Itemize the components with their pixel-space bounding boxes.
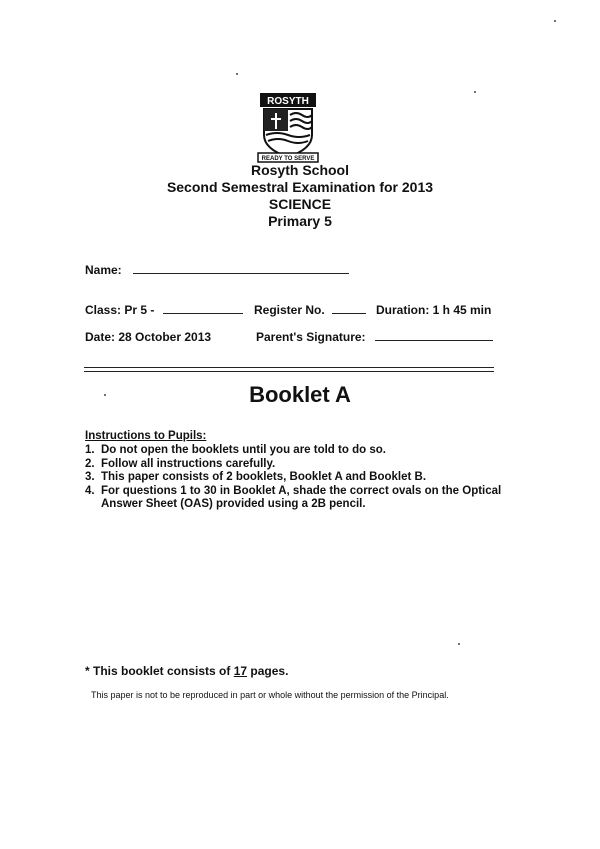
svg-text:ROSYTH: ROSYTH <box>267 96 309 107</box>
booklet-title: Booklet A <box>249 382 351 407</box>
level-title: Primary 5 <box>268 213 332 229</box>
page-count: 17 <box>233 664 248 678</box>
school-crest <box>256 91 320 163</box>
instructions-title: Instructions to Pupils: <box>85 430 207 442</box>
signature-field <box>256 330 493 344</box>
scan-speck <box>236 73 238 75</box>
class-label: Class: Pr 5 - <box>85 303 155 317</box>
copyright-note: This paper is not to be reproduced in part or whole without the permission of the Principal. <box>91 690 449 700</box>
instruction-item: 1. Do not open the booklets until you are told to do so. <box>85 444 386 456</box>
scan-speck <box>554 20 556 22</box>
signature-label: Parent's Signature: <box>256 330 366 344</box>
class-field <box>85 303 243 317</box>
register-label: Register No. <box>254 303 325 317</box>
scan-speck <box>474 91 476 93</box>
scan-speck <box>104 394 106 396</box>
divider-line-bottom <box>84 371 494 372</box>
page-count-note: * This booklet consists of 17 pages. <box>85 664 289 678</box>
subject-title: SCIENCE <box>268 196 332 212</box>
instructions-list <box>85 444 505 512</box>
class-blank[interactable] <box>163 313 243 314</box>
signature-blank[interactable] <box>375 340 493 341</box>
divider-line-top <box>84 367 494 368</box>
duration-text: Duration: 1 h 45 min <box>376 303 492 317</box>
scan-speck <box>458 643 460 645</box>
register-field <box>254 303 366 317</box>
instruction-item: 3. This paper consists of 2 booklets, Booklet A and Booklet B. <box>85 471 427 483</box>
name-row <box>85 263 349 277</box>
instruction-item: 4. For questions 1 to 30 in Booklet A, shade the correct ovals on the Optical Answer Sheet (OAS) provided using a 2B pencil. <box>85 484 502 510</box>
svg-text:READY TO SERVE: READY TO SERVE <box>261 156 315 162</box>
date-text: Date: 28 October 2013 <box>85 330 212 344</box>
school-name: Rosyth School <box>250 162 349 178</box>
name-label: Name: <box>85 263 122 277</box>
exam-title: Second Semestral Examination for 2013 <box>166 179 434 195</box>
register-blank[interactable] <box>332 313 366 314</box>
name-blank[interactable] <box>133 273 349 274</box>
instruction-item: 2. Follow all instructions carefully. <box>85 457 276 470</box>
